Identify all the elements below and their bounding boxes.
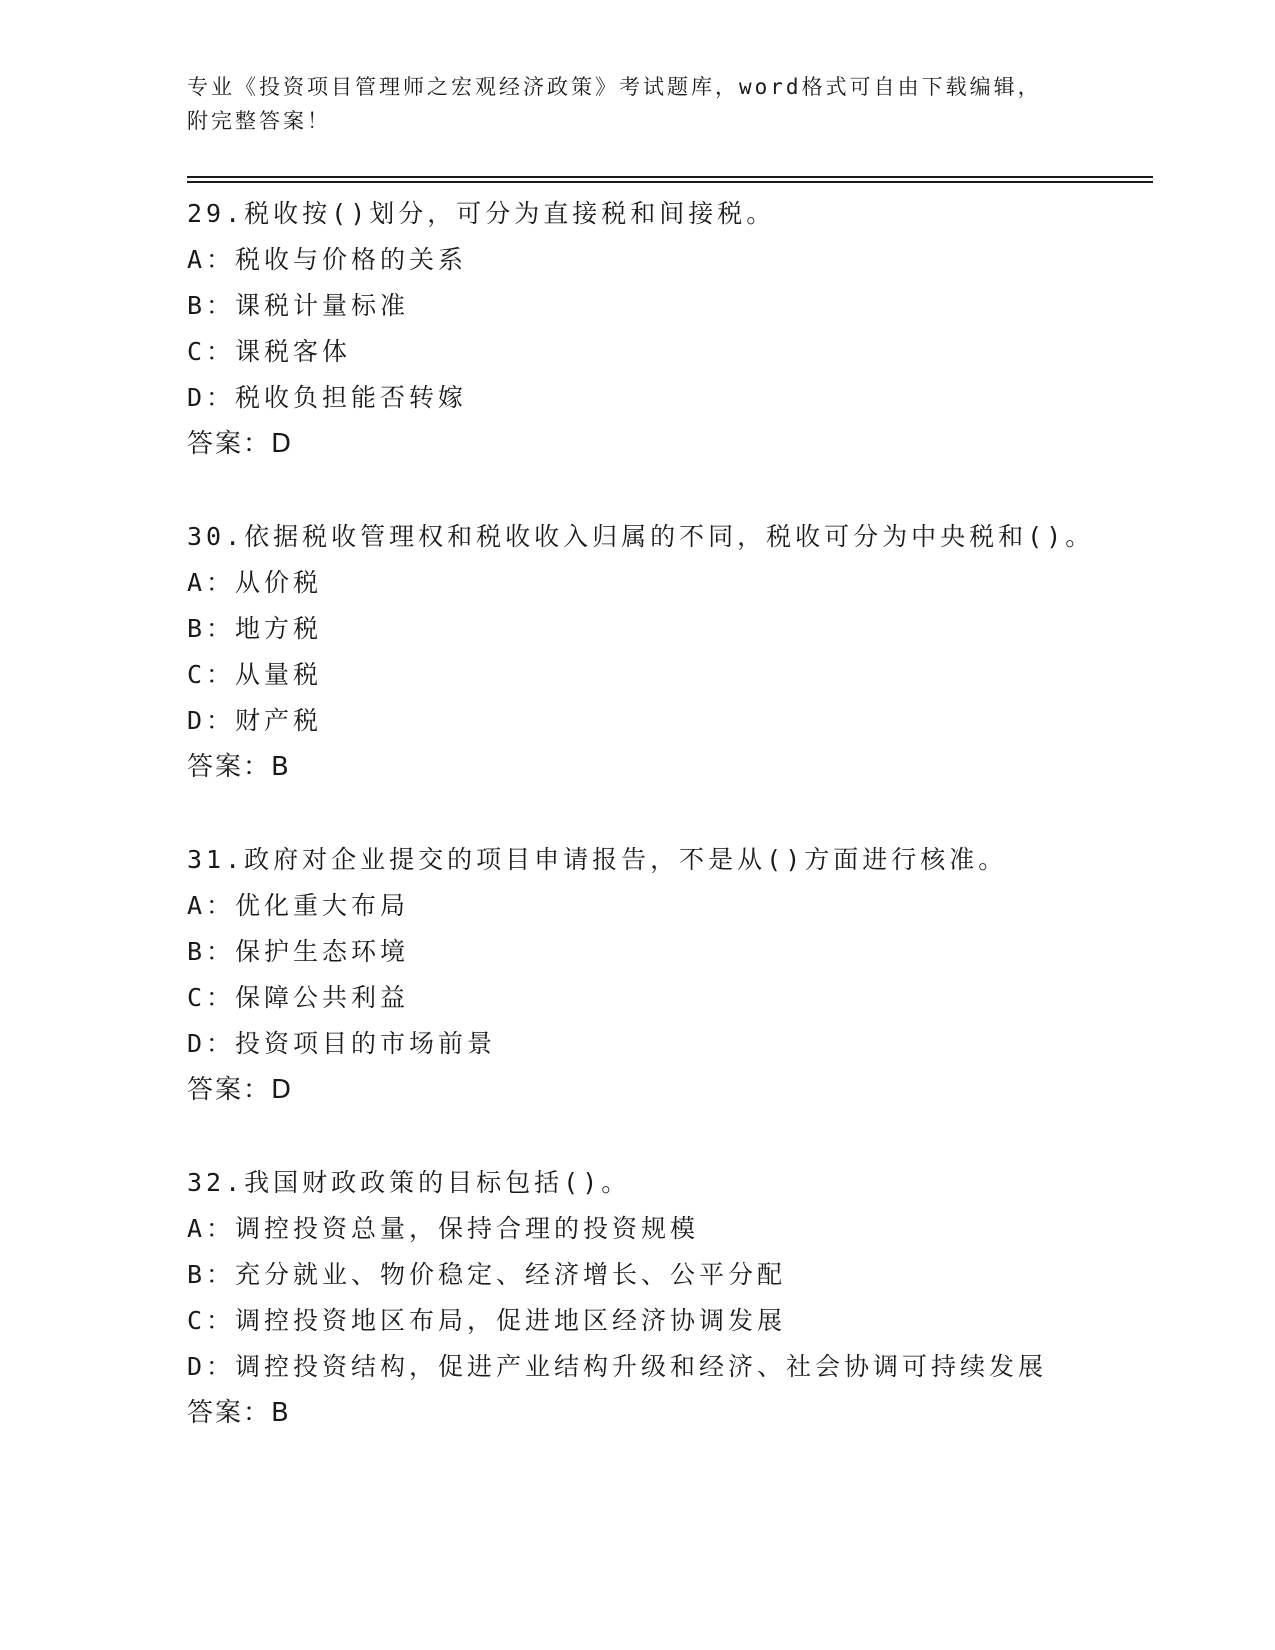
answer-line: 答案：B xyxy=(187,752,291,782)
rule-line-top xyxy=(187,176,1153,178)
option-d: D：调控投资结构，促进产业结构升级和经济、社会协调可持续发展 xyxy=(187,1352,1048,1381)
question-29 xyxy=(187,191,1153,467)
header-double-rule xyxy=(187,176,1153,183)
question-30 xyxy=(187,514,1153,790)
option-c: C：调控投资地区布局，促进地区经济协调发展 xyxy=(187,1306,787,1335)
question-list xyxy=(187,191,1153,1436)
answer-line: 答案：D xyxy=(187,429,294,459)
option-c: C：保障公共利益 xyxy=(187,983,410,1012)
question-stem: 31.政府对企业提交的项目申请报告，不是从()方面进行核准。 xyxy=(187,845,1008,874)
question-stem: 29.税收按()划分，可分为直接税和间接税。 xyxy=(187,199,776,228)
option-b: B：充分就业、物价稳定、经济增长、公平分配 xyxy=(187,1260,787,1289)
question-stem: 30.依据税收管理权和税收收入归属的不同，税收可分为中央税和()。 xyxy=(187,522,1095,551)
header-line-1: 专业《投资项目管理师之宏观经济政策》考试题库，word格式可自由下载编辑， xyxy=(187,75,1042,99)
option-c: C：课税客体 xyxy=(187,337,352,366)
option-b: B：课税计量标准 xyxy=(187,291,410,320)
option-a: A：优化重大布局 xyxy=(187,891,410,920)
rule-line-bottom xyxy=(187,181,1153,183)
option-b: B：地方税 xyxy=(187,614,323,643)
option-a: A：税收与价格的关系 xyxy=(187,245,468,274)
option-b: B：保护生态环境 xyxy=(187,937,410,966)
question-31 xyxy=(187,837,1153,1113)
answer-line: 答案：D xyxy=(187,1075,294,1105)
document-page xyxy=(187,70,1153,1483)
option-a: A：调控投资总量，保持合理的投资规模 xyxy=(187,1214,700,1243)
answer-line: 答案：B xyxy=(187,1398,291,1428)
question-32 xyxy=(187,1160,1153,1436)
option-c: C：从量税 xyxy=(187,660,323,689)
option-d: D：财产税 xyxy=(187,706,323,735)
question-stem: 32.我国财政政策的目标包括()。 xyxy=(187,1168,631,1197)
document-header xyxy=(187,70,1153,138)
option-d: D：投资项目的市场前景 xyxy=(187,1029,497,1058)
option-a: A：从价税 xyxy=(187,568,323,597)
option-d: D：税收负担能否转嫁 xyxy=(187,383,468,412)
header-line-2: 附完整答案！ xyxy=(187,109,331,133)
